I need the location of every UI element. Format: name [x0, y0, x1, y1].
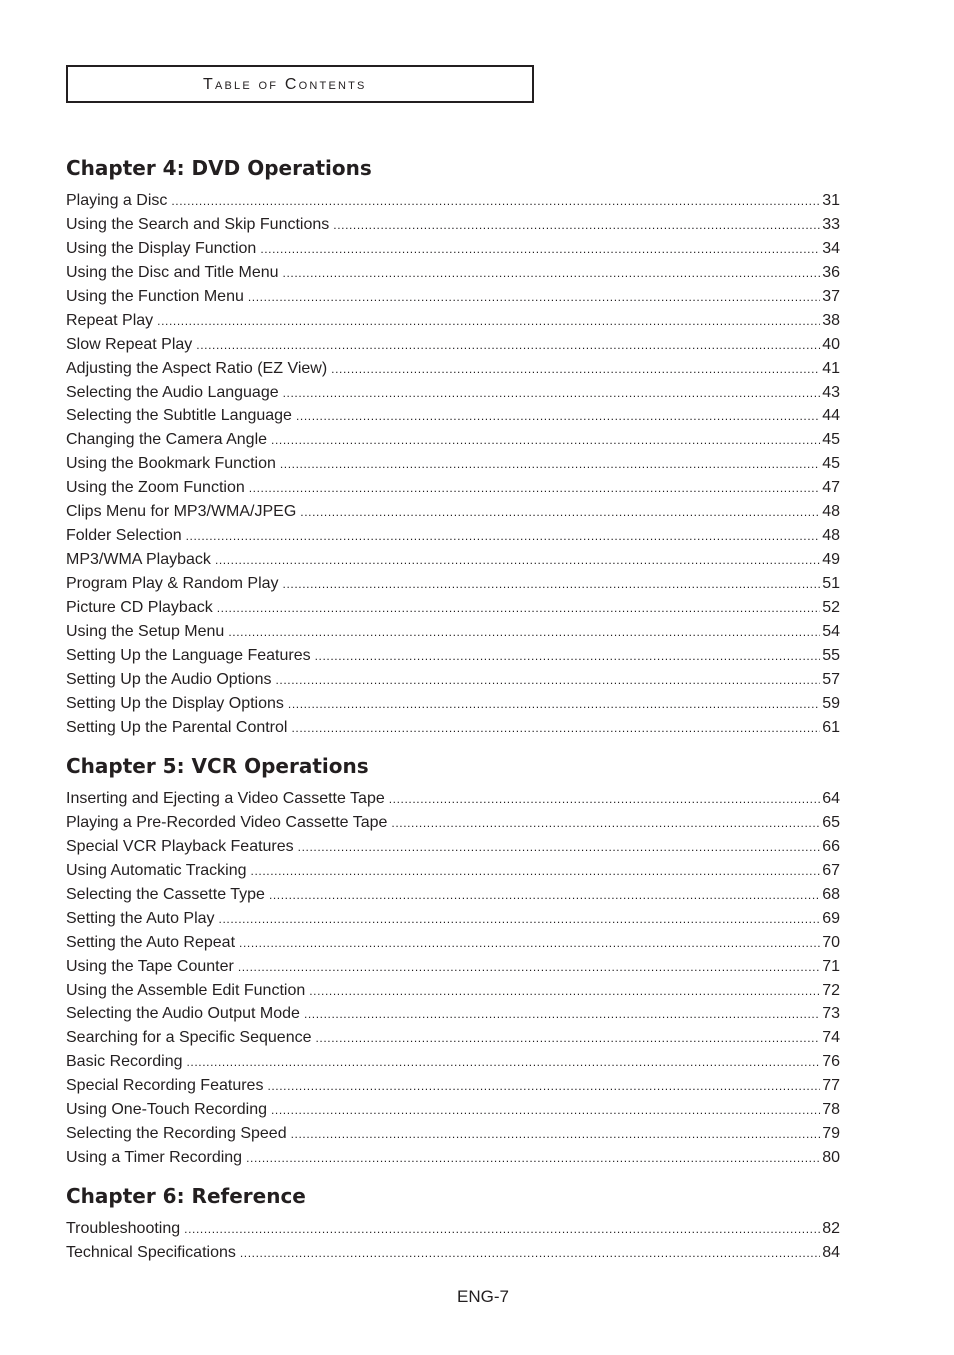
toc-entry-page: 37 — [822, 287, 840, 305]
toc-entry-page: 78 — [822, 1101, 840, 1119]
toc-header-title: Table of Contents — [203, 76, 367, 93]
toc-entry-label: Selecting the Recording Speed — [66, 1125, 287, 1143]
dot-leader — [283, 573, 821, 597]
toc-entry-label: Slow Repeat Play — [66, 335, 193, 353]
toc-entry-page: 72 — [822, 981, 840, 999]
toc-entry-label: Using the Disc and Title Menu — [66, 263, 279, 281]
toc-entry-page: 74 — [822, 1029, 840, 1047]
dot-leader — [315, 1027, 820, 1051]
toc-entry[interactable] — [66, 955, 840, 979]
toc-entry-page: 49 — [822, 551, 840, 569]
toc-entry-label: Folder Selection — [66, 527, 182, 545]
toc-entry-page: 69 — [822, 909, 840, 927]
chapter-4-section — [66, 153, 840, 740]
page-number: ENG-7 — [457, 1287, 509, 1306]
dot-leader — [275, 669, 820, 693]
toc-entry-label: Troubleshooting — [66, 1220, 181, 1237]
toc-entry-page: 47 — [822, 479, 840, 497]
toc-entry-list — [66, 189, 840, 740]
toc-entry-page: 43 — [822, 383, 840, 401]
toc-entry-page: 82 — [822, 1220, 840, 1237]
toc-entry-page: 76 — [822, 1053, 840, 1071]
toc-entry-label: Program Play & Random Play — [66, 575, 279, 592]
dot-leader — [296, 405, 820, 429]
toc-entry[interactable] — [66, 1146, 840, 1170]
toc-entry-page: 33 — [822, 215, 840, 233]
dot-leader — [309, 980, 820, 1004]
toc-entry-page: 65 — [822, 813, 840, 831]
toc-entry[interactable] — [66, 404, 840, 428]
toc-entry[interactable] — [66, 1098, 840, 1122]
toc-entry-page: 77 — [822, 1077, 840, 1095]
dot-leader — [248, 286, 820, 310]
dot-leader — [238, 956, 820, 980]
dot-leader — [186, 525, 821, 549]
toc-entry-label: Using the Tape Counter — [66, 957, 234, 975]
dot-leader — [246, 1147, 820, 1171]
toc-entry-label: Using the Setup Menu — [66, 622, 225, 640]
toc-entry[interactable] — [66, 668, 840, 692]
dot-leader — [196, 334, 820, 358]
toc-entry-label: Searching for a Specific Sequence — [66, 1029, 312, 1047]
toc-entry[interactable] — [66, 859, 840, 883]
toc-entry-label: Clips Menu for MP3/WMA/JPEG — [66, 503, 297, 521]
toc-entry[interactable] — [66, 1241, 840, 1265]
toc-entry[interactable] — [66, 261, 840, 285]
toc-entry-list — [66, 787, 840, 1170]
toc-entry-label: Using One-Touch Recording — [66, 1101, 267, 1119]
toc-entry-label: Repeat Play — [66, 311, 154, 329]
toc-entry-label: Using the Zoom Function — [66, 479, 245, 497]
dot-leader — [215, 549, 820, 573]
dot-leader — [288, 693, 820, 717]
toc-entry-page: 45 — [822, 431, 840, 449]
toc-entry-label: Using a Timer Recording — [66, 1149, 243, 1167]
toc-entry[interactable] — [66, 309, 840, 333]
toc-entry-label: Basic Recording — [66, 1053, 183, 1071]
toc-entry[interactable] — [66, 476, 840, 500]
toc-entry-page: 38 — [822, 311, 840, 329]
toc-entry[interactable] — [66, 1026, 840, 1050]
toc-entry-page: 80 — [822, 1149, 840, 1167]
chapter-title: Chapter 4: DVD Operations — [66, 156, 372, 180]
dot-leader — [300, 501, 820, 525]
toc-entry-label: Playing a Disc — [66, 192, 168, 209]
dot-leader — [271, 1099, 820, 1123]
toc-entry-page: 40 — [822, 335, 840, 353]
dot-leader — [283, 262, 821, 286]
toc-entry[interactable] — [66, 524, 840, 548]
toc-entry-page: 48 — [822, 503, 840, 521]
toc-entry-label: Using the Function Menu — [66, 287, 244, 305]
toc-entry-label: Playing a Pre-Recorded Video Cassette Tape — [66, 813, 388, 831]
toc-entry[interactable] — [66, 213, 840, 237]
toc-entry-label: Selecting the Audio Language — [66, 383, 279, 401]
toc-entry-label: Setting Up the Display Options — [66, 694, 284, 712]
toc-entry[interactable] — [66, 452, 840, 476]
toc-entry[interactable] — [66, 1217, 840, 1241]
toc-entry-page: 84 — [822, 1243, 840, 1261]
dot-leader — [331, 358, 820, 382]
toc-entry-label: Using the Display Function — [66, 239, 257, 257]
chapter-5-section — [66, 751, 840, 1170]
toc-entry[interactable] — [66, 357, 840, 381]
toc-entry-page: 54 — [822, 622, 840, 640]
toc-header-box — [66, 65, 534, 103]
toc-entry-page: 52 — [822, 598, 840, 616]
toc-entry-label: Inserting and Ejecting a Video Cassette Tape — [66, 790, 385, 807]
toc-entry[interactable] — [66, 381, 840, 405]
dot-leader — [239, 932, 820, 956]
dot-leader — [283, 382, 821, 406]
toc-entry-label: Special Recording Features — [66, 1077, 264, 1095]
toc-entry-page: 79 — [822, 1125, 840, 1143]
dot-leader — [271, 429, 820, 453]
dot-leader — [389, 788, 820, 812]
toc-entry[interactable] — [66, 811, 840, 835]
toc-entry[interactable] — [66, 620, 840, 644]
toc-entry-page: 57 — [822, 670, 840, 688]
toc-entry-page: 48 — [822, 527, 840, 545]
dot-leader — [291, 1123, 821, 1147]
toc-entry[interactable] — [66, 500, 840, 524]
toc-entry-page: 64 — [822, 790, 840, 807]
toc-entry[interactable] — [66, 548, 840, 572]
toc-entry-page: 55 — [822, 646, 840, 664]
toc-entry[interactable] — [66, 692, 840, 716]
chapter-6-section — [66, 1181, 840, 1265]
toc-entry-page: 36 — [822, 263, 840, 281]
toc-entry-page: 71 — [822, 957, 840, 975]
toc-entry[interactable] — [66, 237, 840, 261]
toc-entry-label: Using the Bookmark Function — [66, 455, 276, 473]
dot-leader — [219, 908, 821, 932]
toc-entry-label: Special VCR Playback Features — [66, 837, 294, 855]
toc-entry[interactable] — [66, 285, 840, 309]
dot-leader — [184, 1218, 820, 1242]
dot-leader — [249, 477, 820, 501]
toc-entry-label: Picture CD Playback — [66, 598, 213, 616]
chapter-title: Chapter 6: Reference — [66, 1184, 306, 1208]
toc-entry[interactable] — [66, 979, 840, 1003]
dot-leader — [391, 812, 820, 836]
toc-entry[interactable] — [66, 1074, 840, 1098]
toc-entry-page: 66 — [822, 837, 840, 855]
toc-entry-page: 59 — [822, 694, 840, 712]
dot-leader — [280, 453, 820, 477]
dot-leader — [315, 645, 821, 669]
toc-entry[interactable] — [66, 1050, 840, 1074]
toc-entry-label: Using the Search and Skip Functions — [66, 215, 330, 233]
toc-entry[interactable] — [66, 931, 840, 955]
dot-leader — [251, 860, 821, 884]
toc-entry-label: MP3/WMA Playback — [66, 551, 211, 569]
toc-entry-label: Using the Assemble Edit Function — [66, 981, 306, 999]
toc-entry-page: 61 — [822, 718, 840, 736]
dot-leader — [269, 884, 820, 908]
toc-entry[interactable] — [66, 1002, 840, 1026]
toc-entry-page: 31 — [822, 192, 840, 209]
toc-entry[interactable] — [66, 787, 840, 811]
toc-entry-list — [66, 1217, 840, 1265]
toc-entry-page: 51 — [822, 575, 840, 592]
toc-entry[interactable] — [66, 189, 840, 213]
toc-entry[interactable] — [66, 644, 840, 668]
dot-leader — [267, 1075, 820, 1099]
toc-entry-label: Setting Up the Language Features — [66, 646, 311, 664]
toc-entry-label: Technical Specifications — [66, 1243, 236, 1261]
toc-entry-label: Selecting the Cassette Type — [66, 885, 265, 903]
toc-entry-page: 44 — [822, 407, 840, 425]
dot-leader — [171, 190, 820, 214]
dot-leader — [228, 621, 820, 645]
chapter-title: Chapter 5: VCR Operations — [66, 754, 369, 778]
toc-entry[interactable] — [66, 572, 840, 596]
toc-entry-label: Selecting the Subtitle Language — [66, 407, 292, 425]
toc-entry-label: Using Automatic Tracking — [66, 861, 247, 879]
toc-entry-label: Setting Up the Audio Options — [66, 670, 272, 688]
toc-entry[interactable] — [66, 428, 840, 452]
toc-entry-label: Setting the Auto Repeat — [66, 933, 236, 951]
dot-leader — [260, 238, 820, 262]
toc-entry-page: 70 — [822, 933, 840, 951]
dot-leader — [157, 310, 820, 334]
toc-entry-label: Setting Up the Parental Control — [66, 718, 288, 736]
toc-entry-page: 73 — [822, 1005, 840, 1023]
toc-entry-label: Selecting the Audio Output Mode — [66, 1005, 300, 1023]
dot-leader — [217, 597, 820, 621]
toc-entry[interactable] — [66, 907, 840, 931]
toc-entry[interactable] — [66, 333, 840, 357]
toc-entry-label: Setting the Auto Play — [66, 909, 215, 927]
toc-entry-label: Adjusting the Aspect Ratio (EZ View) — [66, 359, 328, 377]
dot-leader — [298, 836, 821, 860]
dot-leader — [187, 1051, 821, 1075]
toc-entry-label: Changing the Camera Angle — [66, 431, 268, 449]
toc-entry[interactable] — [66, 716, 840, 740]
toc-entry-page: 45 — [822, 455, 840, 473]
dot-leader — [304, 1003, 820, 1027]
toc-entry-page: 34 — [822, 239, 840, 257]
dot-leader — [240, 1242, 820, 1266]
dot-leader — [291, 717, 820, 741]
toc-entry-page: 68 — [822, 885, 840, 903]
toc-entry-page: 41 — [822, 359, 840, 377]
toc-entry-page: 67 — [822, 861, 840, 879]
toc-entry[interactable] — [66, 596, 840, 620]
toc-entry[interactable] — [66, 1122, 840, 1146]
toc-entry[interactable] — [66, 883, 840, 907]
toc-entry[interactable] — [66, 835, 840, 859]
dot-leader — [333, 214, 820, 238]
